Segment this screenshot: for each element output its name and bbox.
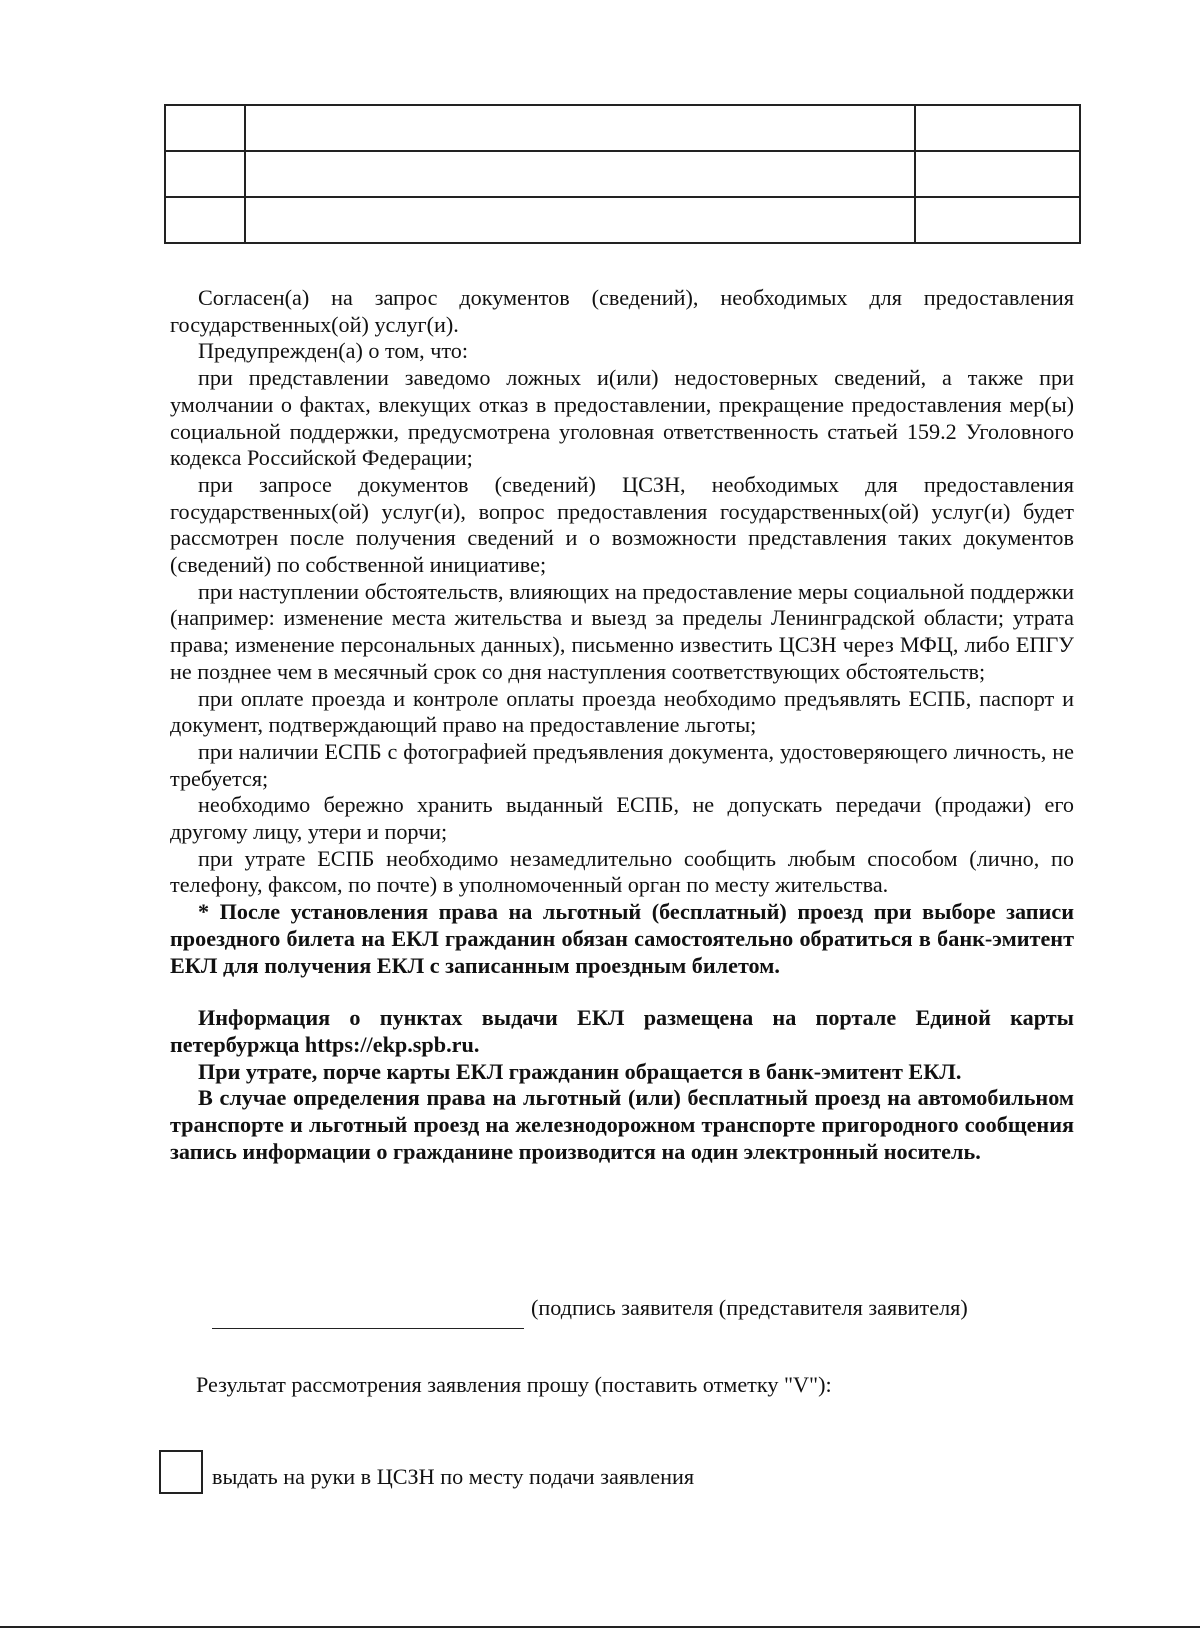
table-cell (245, 105, 915, 151)
table-cell (245, 151, 915, 197)
paragraph-photo-card: при наличии ЕСПБ с фотографией предъявления документа, удостоверяющего личность, не требуется; (170, 738, 1074, 791)
paragraph-ekl-loss: При утрате, порче карты ЕКЛ гражданин обращается в банк-эмитент ЕКЛ. (198, 1058, 962, 1084)
bottom-rule (0, 1626, 1200, 1628)
table-cell (165, 105, 245, 151)
result-caption: Результат рассмотрения заявления прошу (поставить отметку "V"): (196, 1372, 832, 1397)
signature-caption: (подпись заявителя (представителя заявителя) (531, 1295, 968, 1320)
spacer (170, 979, 1074, 1005)
paragraph-card-loss: при утрате ЕСПБ необходимо незамедлительно сообщить любым способом (лично, по телефону, факсом, по почте) в уполномоченный орган по месту жительства. (170, 845, 1074, 898)
table-cell (915, 151, 1080, 197)
table-cell (915, 197, 1080, 243)
handover-checkbox[interactable] (159, 1450, 203, 1494)
table-cell (165, 197, 245, 243)
table-row (165, 105, 1080, 151)
signature-line[interactable] (212, 1328, 524, 1329)
paragraph-document-request: при запросе документов (сведений) ЦСЗН, необходимых для предоставления государственных(ой) услуг(и), вопрос предоставления государственных(ой) услуг(и) будет рассмотрен после получения сведений и о возможности представления таких документов (сведений) по собственной инициативе; (170, 471, 1074, 578)
table-row (165, 151, 1080, 197)
table-cell (245, 197, 915, 243)
handover-option-label: выдать на руки в ЦСЗН по месту подачи заявления (212, 1464, 695, 1489)
consent-text (170, 285, 1074, 1166)
blank-table (164, 104, 1081, 244)
paragraph-warned: Предупрежден(а) о том, что: (198, 338, 469, 364)
paragraph-fare-payment: при оплате проезда и контроле оплаты проезда необходимо предъявлять ЕСПБ, паспорт и документ, подтверждающий право на предоставление льготы; (170, 685, 1074, 738)
paragraph-ekl-info: Информация о пунктах выдачи ЕКЛ размещена на портале Единой карты петербуржца https://ekp.spb.ru. (170, 1005, 1074, 1057)
table-row (165, 197, 1080, 243)
table-cell (915, 105, 1080, 151)
paragraph-single-carrier: В случае определения права на льготный (или) бесплатный проезд на автомобильном транспорте и льготный проезд на железнодорожном транспорте пригородного сообщения запись информации о гражданине производится на один электронный носитель. (170, 1085, 1074, 1164)
table-cell (165, 151, 245, 197)
paragraph-liability: при представлении заведомо ложных и(или) недостоверных сведений, а также при умолчании о фактах, влекущих отказ в предоставлении, прекращение предоставления мер(ы) социальной поддержки, предусмотрена уголовная ответственность статьей 159.2 Уголовного кодекса Российской Федерации; (170, 365, 1074, 471)
paragraph-card-care: необходимо бережно хранить выданный ЕСПБ, не допускать передачи (продажи) его другому лицу, утери и порчи; (170, 792, 1074, 845)
paragraph-circumstances: при наступлении обстоятельств, влияющих на предоставление меры социальной поддержки (например: изменение места жительства и выезд за пределы Ленинградской области; утрата права; изменение персональных данных), письменно известить ЦСЗН через МФЦ, либо ЕПГУ не позднее чем в месячный срок со дня наступления соответствующих обстоятельств; (170, 578, 1074, 684)
paragraph-ekl-notice: * После установления права на льготный (бесплатный) проезд при выборе записи проездного билета на ЕКЛ гражданин обязан самостоятельно обратиться в банк-эмитент ЕКЛ для получения ЕКЛ с записанным проездным билетом. (170, 899, 1074, 978)
paragraph-consent: Согласен(а) на запрос документов (сведений), необходимых для предоставления государственных(ой) услуг(и). (170, 285, 1074, 337)
